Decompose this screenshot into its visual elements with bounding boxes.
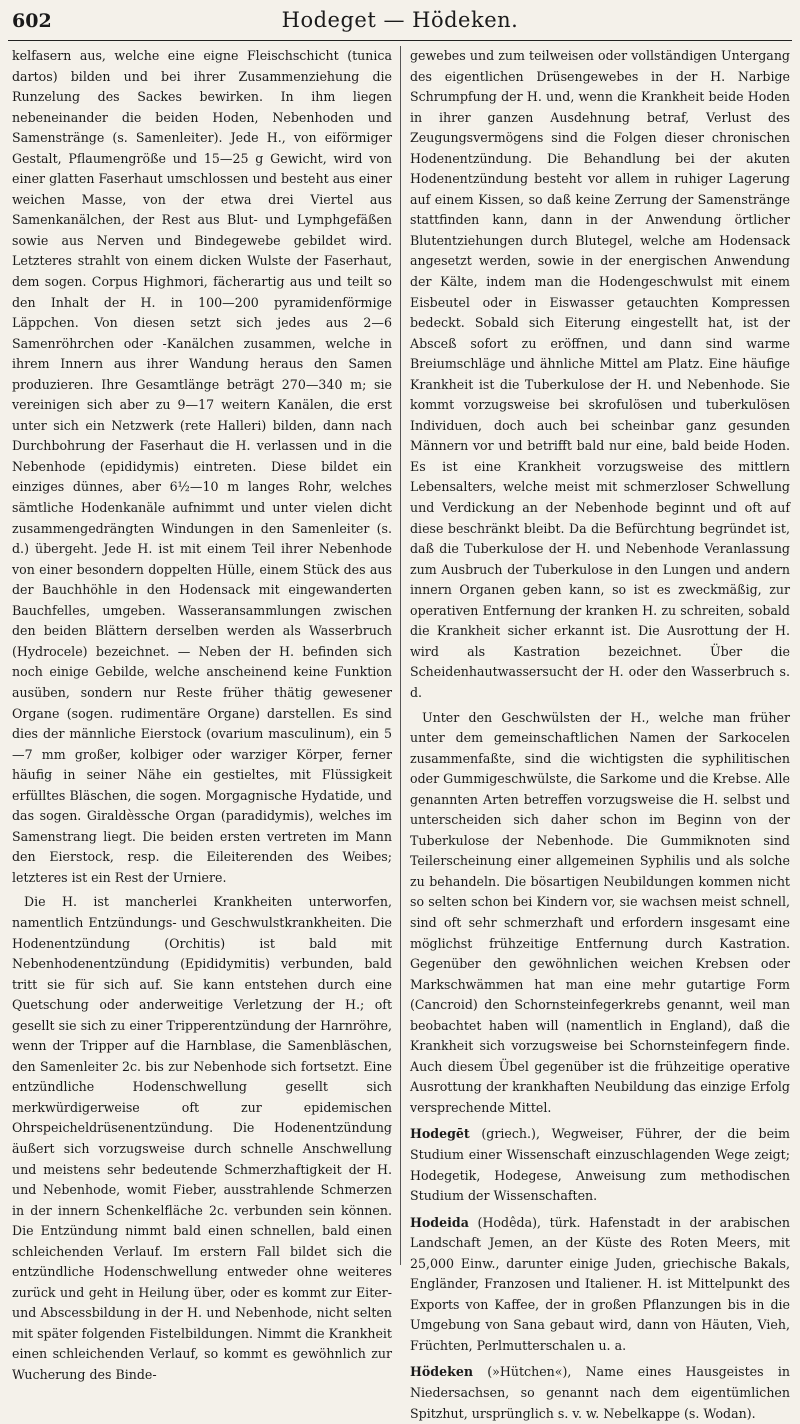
headword: Hödeken [410, 1364, 474, 1380]
headword: Hodeida [410, 1214, 469, 1230]
paragraph: Die H. ist mancherlei Krankheiten unterworfen, namentlich Entzündungs- und Geschwulstkrankheiten. Die Hodenentzündung (Orchitis) ist bald mit Nebenhodenentzündung (Epididymitis) verbunden, bald tritt sie für sich auf. Sie kann entstehen durch eine Quetschung oder anderweitige Verletzung der H.; oft gesellt sie sich zu einer Tripperentzündung der Harnröhre, wenn der Tripper auf die Harnblase, die Samenbläschen, den Samenleiter 2c. bis zur Nebenhode sich fortsetzt. Eine entzündliche Hodenschwellung gesellt sich merkwürdigerweise oft zur epidemischen Ohrspeicheldrüsenentzündung. Die Hodenentzündung äußert sich vorzugsweise durch schnelle Anschwellung und meistens sehr bedeutende Schmerzhaftigkeit der H. und Nebenhode, womit Fieber, ausstrahlende Schmerzen in der innern Schenkelfläche 2c. verbunden sein können. Die Entzündung nimmt bald einen schnellen, bald einen schleichenden Verlauf. Im erstern Fall bildet sich die entzündliche Hodenschwellung entweder ohne weiteres zurück und geht in Heilung über, oder es kommt zur Eiter- und Abscessbildung in der H. und Nebenhode, nicht selten mit später folgenden Fistelbildungen. Nimmt die Krankheit einen schleichenden Verlauf, so kommt es gewöhnlich zur Wucherung des Binde- [12, 894, 392, 1382]
page-number: 602 [12, 10, 52, 32]
paragraph: Unter den Geschwülsten der H., welche man früher unter dem gemeinschaftlichen Namen der Sarkocelen zusammenfaßte, sind die wichtigsten die syphilitischen oder Gummigeschwülste, die Sarkome und die Krebse. Alle genannten Arten betreffen vorzugsweise die H. selbst und unterscheiden sich daher schon im Beginn von der Tuberkulose der Nebenhode. Die Gummiknoten sind Teilerscheinung einer allgemeinen Syphilis und als solche zu behandeln. Die bösartigen Neubildungen kommen nicht so selten schon bei Kindern vor, sie wachsen meist schnell, sind oft sehr schmerzhaft und erfordern insgesamt eine möglichst frühzeitige Entfernung durch Kastration. Gegenüber den gewöhnlichen weichen Krebsen oder Markschwämmen hat man eine mehr gutartige Form (Cancroid) den Schornsteinfegerkrebs genannt, weil man beobachtet haben will (namentlich in England), daß die Krankheit sich vorzugsweise bei Schornsteinfegern finde. Auch diesem Übel gegenüber ist die frühzeitige operative Ausrottung der krankhaften Neubildung das einzige Erfolg versprechende Mittel. [410, 709, 790, 1115]
paragraph: gewebes und zum teilweisen oder vollständigen Untergang des eigentlichen Drüsengewebes in der H. Narbige Schrumpfung der H. und, wenn die Krankheit beide Hoden in ihrer ganzen Ausdehnung betraf, Verlust des Zeugungsvermögens sind die Folgen dieser chronischen Hodenentzündung. Die Behandlung bei der akuten Hodenentzündung besteht vor allem in ruhiger Lagerung auf einem Kissen, so daß keine Zerrung der Samenstränge stattfinden kann, dann in der Anwendung örtlicher Blutentziehungen durch Blutegel, welche am Hodensack angesetzt werden, sowie in der energischen Anwendung der Kälte, indem man die Hodengeschwulst mit einem Eisbeutel oder in Eiswasser getauchten Kompressen bedeckt. Sobald sich Eiterung eingestellt hat, ist der Absceß sofort zu eröffnen, und dann sind warme Breiumschläge und ähnliche Mittel am Platz. Eine häufige Krankheit ist die Tuberkulose der H. und Nebenhode. Sie kommt vorzugsweise bei skrofulösen und tuberkulösen Individuen, doch auch bei scheinbar ganz gesunden Männern vor und betrifft bald nur eine, bald beide Hoden. Es ist eine Krankheit vorzugsweise des mittlern Lebensalters, welche meist mit schmerzloser Schwellung und Verdickung an der Nebenhode beginnt und oft auf diese beschränkt bleibt. Da die Befürchtung begründet ist, daß die Tuberkulose der H. und Nebenhode Veranlassung zum Ausbruch der Tuberkulose in den Lungen und andern innern Organen geben kann, so ist es zweckmäßig, zur operativen Entfernung der kranken H. zu schreiten, sobald die Krankheit sicher erkannt ist. Die Ausrottung der H. wird als Kastration bezeichnet. Über die Scheidenhautwassersucht der H. oder den Wasserbruch s. d. [410, 48, 790, 700]
entry-hodeget [410, 1124, 790, 1206]
right-column [410, 46, 790, 1421]
left-column [12, 46, 392, 1382]
entry-text: (griech.), Wegweiser, Führer, der die beim Studium einer Wissenschaft einzuschlagenden Wege zeigt; Hodegetik, Hodegese, Anweisung zum methodischen Studium der Wissenschaften. [410, 1126, 790, 1204]
column-divider [400, 46, 401, 1265]
running-head: Hodeget — Hödeken. [281, 8, 519, 32]
headword: Hodegēt [410, 1126, 470, 1142]
entry-hodeida [410, 1213, 790, 1357]
entry-hoedeken [410, 1362, 790, 1424]
entry-text: (Hodêda), türk. Hafenstadt in der arabischen Landschaft Jemen, an der Küste des Roten Meers, mit 25,000 Einw., darunter einige Juden, griechische Bakals, Engländer, Franzosen und Italiener. H. ist Mittelpunkt des Exports von Kaffee, der in großen Pflanzungen bis in die Umgebung von Sana gebaut wird, dann von Häuten, Vieh, Früchten, Perlmutterschalen u. a. [410, 1214, 790, 1353]
entry-text: (»Hütchen«), Name eines Hausgeistes in Niedersachsen, so genannt nach dem eigentümlichen Spitzhut, ursprünglich s. v. w. Nebelkappe (s. Wodan). [410, 1364, 790, 1421]
paragraph: kelfasern aus, welche eine eigne Fleischschicht (tunica dartos) bilden und bei ihrer Zusammenziehung die Runzelung des Sackes bewirken. In ihm liegen nebeneinander die beiden Hoden, Nebenhoden und Samenstränge (s. Samenleiter). Jede H., von eiförmiger Gestalt, Pflaumengröße und 15—25 g Gewicht, wird von einer glatten Faserhaut umschlossen und besteht aus einer weichen Masse, von der etwa drei Viertel aus Samenkanälchen, der Rest aus Blut- und Lymphgefäßen sowie aus Nerven und Bindegewebe gebildet wird. Letzteres strahlt von einem dicken Wulste der Faserhaut, dem sogen. Corpus Highmori, fächerartig aus und teilt so den Inhalt der H. in 100—200 pyramidenförmige Läppchen. Von diesen setzt sich jedes aus 2—6 Samenröhrchen oder -Kanälchen zusammen, welche in ihrem Innern aus ihrer Wandung heraus den Samen produzieren. Ihre Gesamtlänge beträgt 270—340 m; sie vereinigen sich aber zu 9—17 weitern Kanälen, die erst unter sich ein Netzwerk (rete Halleri) bilden, dann nach Durchbohrung der Faserhaut die H. verlassen und in die Nebenhode (epididymis) eintreten. Diese bildet ein einziges dünnes, aber 6½—10 m langes Rohr, welches sämtliche Hodenkanäle aufnimmt und unter vielen dicht zusammengedrängten Windungen in den Samenleiter (s. d.) übergeht. Jede H. ist mit einem Teil ihrer Nebenhode von einer besondern doppelten Hülle, einem Stück des aus der Bauchhöhle in den Hodensack mit eingewanderten Bauchfelles, umgeben. Wasseransammlungen zwischen den beiden Blättern derselben werden als Wasserbruch (Hydrocele) bezeichnet. — Neben der H. befinden sich noch einige Gebilde, welche anscheinend keine Funktion ausüben, sondern nur Reste früher thätig gewesener Organe (sogen. rudimentäre Organe) darstellen. Es sind dies der männliche Eierstock (ovarium masculinum), ein 5—7 mm großer, kolbiger oder warziger Körper, ferner häufig in seiner Nähe ein gestieltes, mit Flüssigkeit erfülltes Bläschen, die sogen. Morgagnische Hydatide, und das sogen. Giraldèssche Organ (paradidymis), welches im Samenstrang liegt. Die beiden ersten vertreten im Mann den Eierstock, resp. die Eileiterenden des Weibes; letzteres ist ein Rest der Urniere. [12, 48, 392, 885]
header-rule [8, 40, 792, 41]
